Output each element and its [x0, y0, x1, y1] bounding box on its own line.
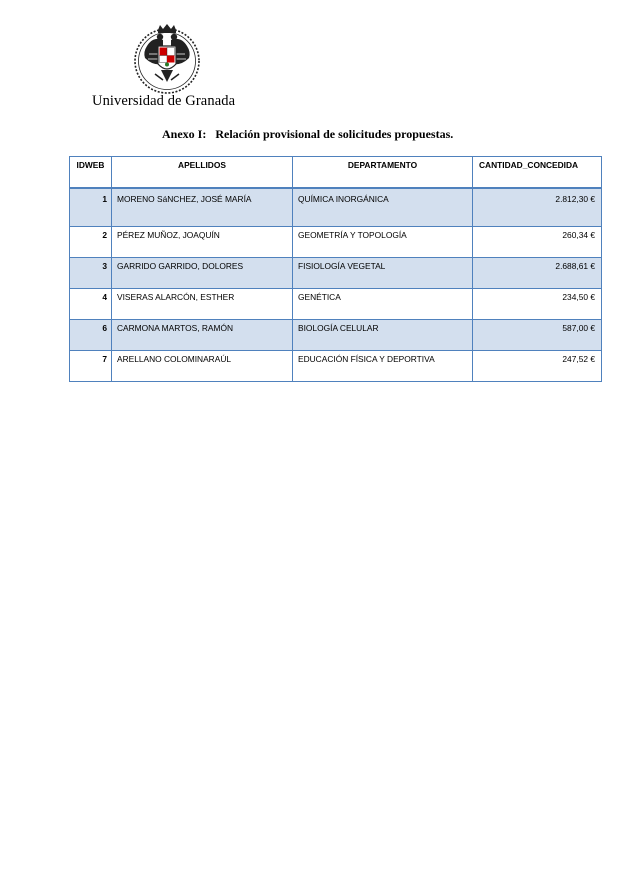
- table-row: [70, 289, 602, 320]
- table-row: [70, 351, 602, 382]
- cell-departamento: FISIOLOGÍA VEGETAL: [293, 258, 473, 289]
- cell-idweb: 6: [70, 320, 112, 351]
- annex-label: Anexo I:: [162, 127, 207, 141]
- cell-cantidad: 260,34 €: [473, 227, 602, 258]
- annex-description: Relación provisional de solicitudes propuestas.: [215, 127, 454, 141]
- column-header-cantidad: CANTIDAD_CONCEDIDA: [473, 157, 602, 189]
- cell-departamento: QUÍMICA INORGÁNICA: [293, 188, 473, 227]
- cell-departamento: BIOLOGÍA CELULAR: [293, 320, 473, 351]
- cell-idweb: 7: [70, 351, 112, 382]
- table-row: [70, 258, 602, 289]
- cell-apellidos: GARRIDO GARRIDO, DOLORES: [112, 258, 293, 289]
- cell-idweb: 3: [70, 258, 112, 289]
- cell-apellidos: PÉREZ MUÑOZ, JOAQUÍN: [112, 227, 293, 258]
- column-header-apellidos: APELLIDOS: [112, 157, 293, 189]
- cell-departamento: GEOMETRÍA Y TOPOLOGÍA: [293, 227, 473, 258]
- cell-cantidad: 2.812,30 €: [473, 188, 602, 227]
- table-header-row: [70, 157, 602, 189]
- table-row: [70, 320, 602, 351]
- cell-idweb: 1: [70, 188, 112, 227]
- cell-apellidos: VISERAS ALARCÓN, ESTHER: [112, 289, 293, 320]
- cell-departamento: EDUCACIÓN FÍSICA Y DEPORTIVA: [293, 351, 473, 382]
- university-name: Universidad de Granada: [92, 93, 236, 109]
- column-header-departamento: DEPARTAMENTO: [293, 157, 473, 189]
- cell-cantidad: 587,00 €: [473, 320, 602, 351]
- cell-idweb: 2: [70, 227, 112, 258]
- university-crest-icon: [133, 24, 201, 96]
- cell-cantidad: 234,50 €: [473, 289, 602, 320]
- cell-idweb: 4: [70, 289, 112, 320]
- grants-table: [69, 156, 602, 382]
- cell-departamento: GENÉTICA: [293, 289, 473, 320]
- cell-apellidos: ARELLANO COLOMINARAÚL: [112, 351, 293, 382]
- cell-apellidos: CARMONA MARTOS, RAMÓN: [112, 320, 293, 351]
- annex-title: [162, 127, 453, 142]
- cell-apellidos: MORENO SáNCHEZ, JOSÉ MARÍA: [112, 188, 293, 227]
- cell-cantidad: 247,52 €: [473, 351, 602, 382]
- column-header-idweb: IDWEB: [70, 157, 112, 189]
- table-row: [70, 188, 602, 227]
- cell-cantidad: 2.688,61 €: [473, 258, 602, 289]
- table-row: [70, 227, 602, 258]
